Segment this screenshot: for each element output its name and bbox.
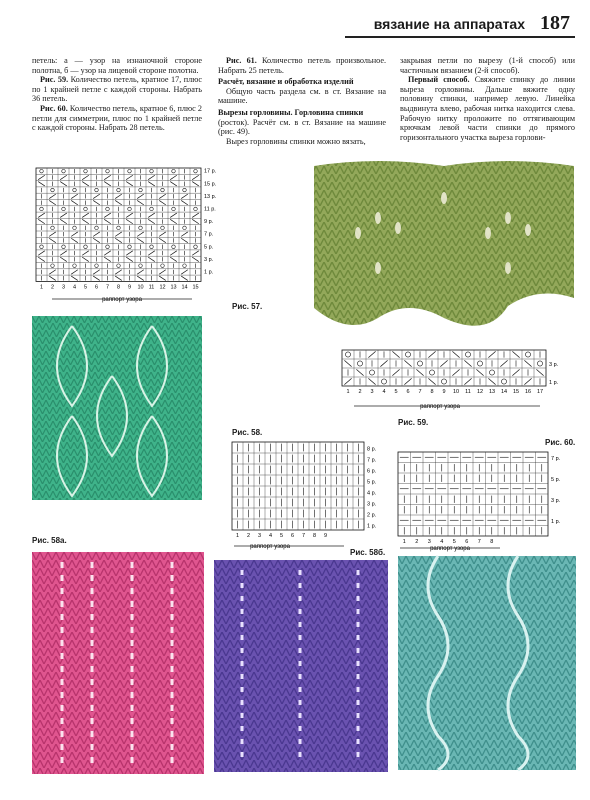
row-label: 11 р.	[204, 206, 216, 213]
repeat-label: раппорт узора	[102, 297, 142, 303]
section-heading: Расчёт, вязание и обработка изделий	[218, 77, 354, 87]
paragraph-text: Количество петель, кратное 17, плюс по 1 крайней петле с каждой стороны. Набрать 36 петель.	[32, 75, 203, 104]
column-number: 1	[235, 533, 240, 539]
chart-fig60	[396, 452, 576, 552]
row-label: 7 р.	[204, 231, 214, 238]
column-number: 13	[170, 284, 177, 291]
method-heading: Первый способ.	[408, 75, 470, 85]
column-number: 7	[418, 389, 422, 395]
row-labels	[367, 446, 377, 529]
paragraph-text: Количество петель произвольное. Набрать 25 петель.	[218, 56, 386, 75]
column-number: 9	[323, 533, 328, 539]
column-numbers	[40, 284, 199, 290]
paragraph: Вырез горловины спинки можно вязать,	[226, 136, 366, 146]
column-number: 6	[465, 539, 469, 545]
column-number: 17	[536, 389, 544, 395]
chart-fig58	[230, 442, 380, 552]
column-number: 14	[500, 389, 508, 395]
column-number: 6	[406, 389, 410, 395]
column-number: 6	[290, 533, 295, 539]
column-number: 2	[246, 533, 251, 539]
row-label: 5 р.	[367, 479, 377, 486]
chart-fig59	[340, 350, 580, 410]
column-number: 2	[415, 539, 419, 545]
photo-fig58b-purple-knit	[214, 560, 388, 772]
column-number: 10	[137, 284, 144, 291]
column-number: 5	[394, 389, 398, 395]
photo-fig57-green-knit	[308, 158, 580, 340]
column-number: 9	[442, 389, 446, 395]
column-number: 10	[452, 389, 460, 395]
column-numbers	[403, 539, 494, 545]
column-number: 5	[279, 533, 284, 539]
column-number: 5	[83, 284, 88, 291]
column-number: 8	[116, 284, 121, 291]
figure-ref: Рис. 60.	[40, 103, 68, 113]
section-heading: Вырезы горловины. Горловина спинки	[218, 107, 364, 117]
column-number: 8	[490, 539, 494, 545]
chart-grid	[36, 168, 201, 281]
column-number: 3	[370, 389, 374, 395]
row-label: 3 р.	[551, 497, 561, 504]
text-column-3	[400, 56, 575, 142]
row-label: 4 р.	[367, 490, 377, 497]
row-labels	[204, 169, 217, 276]
row-label: 13 р.	[204, 193, 217, 200]
row-label: 6 р.	[367, 468, 377, 475]
column-number: 15	[512, 389, 520, 395]
chart-grid	[232, 442, 364, 530]
caption-fig58a: Рис. 58а.	[32, 536, 67, 545]
column-number: 4	[72, 284, 77, 291]
column-numbers	[236, 533, 327, 539]
row-label: 3 р.	[367, 501, 377, 508]
column-number: 1	[402, 539, 406, 545]
column-number: 3	[427, 539, 431, 545]
column-number: 8	[312, 533, 317, 539]
column-number: 2	[50, 284, 55, 291]
figure-ref: Рис. 59.	[40, 75, 69, 85]
column-number: 9	[127, 284, 132, 291]
row-label: 7 р.	[551, 455, 561, 462]
row-label: 1 р.	[551, 518, 561, 525]
caption-fig59: Рис. 59.	[398, 418, 429, 427]
row-label: 7 р.	[367, 457, 377, 464]
paragraph: закрывая петли по вырезу (1-й способ) или частичным вязанием (2-й способ).	[400, 56, 575, 75]
column-number: 11	[465, 389, 471, 395]
row-label: 1 р.	[204, 269, 214, 276]
column-number: 14	[181, 284, 188, 291]
row-label: 1 р.	[367, 523, 377, 530]
running-header-title: вязание на аппаратах	[373, 16, 525, 32]
paragraph-text: Свяжите спинку до линии выреза горловины. Дальше вяжите одну половину спинки, например левую. Линейка выдвинута влево, рабочая нитка находится слева. Рабочую нитку проложите по оттягивающим крючкам левой части спинки до прямого горизонтального участка выреза горлови-	[400, 75, 576, 142]
row-label: 17 р.	[204, 168, 217, 175]
paragraph: Общую часть раздела см. в ст. Вязание на машине.	[218, 86, 386, 106]
row-label: 15 р.	[204, 181, 217, 188]
repeat-label: раппорт узора	[250, 544, 290, 550]
row-label: 3 р.	[204, 256, 214, 263]
chart-grid	[398, 452, 548, 536]
text-column-1	[32, 56, 202, 133]
header-rule	[345, 36, 575, 38]
text-column-2	[218, 56, 386, 146]
caption-fig58b: Рис. 58б.	[350, 548, 386, 557]
row-label: 2 р.	[367, 512, 377, 519]
caption-fig58: Рис. 58.	[232, 428, 263, 437]
column-number: 1	[39, 284, 44, 291]
row-label: 1 р.	[549, 379, 559, 386]
row-label: 5 р.	[204, 244, 214, 251]
column-number: 16	[524, 389, 532, 395]
photo-fig57-teal-leaf-knit	[32, 316, 202, 500]
chart-fig57	[32, 168, 302, 303]
column-number: 4	[268, 533, 273, 539]
repeat-label: раппорт узора	[420, 404, 460, 410]
column-number: 6	[94, 284, 99, 291]
page-number: 187	[540, 12, 570, 34]
row-label: 3 р.	[549, 361, 559, 368]
column-number: 5	[452, 539, 456, 545]
row-labels	[551, 456, 561, 525]
column-number: 1	[346, 389, 350, 395]
row-label: 8 р.	[367, 446, 377, 453]
column-number: 4	[440, 539, 444, 545]
column-number: 2	[358, 389, 362, 395]
repeat-label: раппорт узора	[430, 546, 470, 552]
column-number: 12	[476, 389, 484, 395]
column-number: 11	[148, 284, 155, 291]
column-number: 3	[61, 284, 66, 291]
column-number: 4	[382, 389, 386, 395]
column-number: 7	[105, 284, 110, 291]
column-number: 15	[192, 284, 199, 291]
column-number: 7	[477, 539, 481, 545]
column-number: 12	[159, 284, 166, 291]
column-number: 7	[301, 533, 306, 539]
column-number: 8	[430, 389, 434, 395]
row-label: 5 р.	[551, 476, 561, 483]
row-label: 9 р.	[204, 219, 214, 226]
column-number: 3	[257, 533, 262, 539]
paragraph: петель: а — узор на изнаночной стороне полотна, б — узор на лицевой стороне полотна.	[32, 56, 202, 75]
paragraph-text: Количество петель, кратное 6, плюс 2 петли для симметрии, плюс по 1 крайней петле с каждой стороны. Набрать 28 петель.	[32, 103, 203, 133]
column-numbers	[346, 389, 543, 395]
caption-fig57: Рис. 57.	[232, 302, 263, 311]
chart-grid	[342, 350, 546, 386]
photo-fig60-aqua-cable-knit	[398, 556, 576, 770]
row-labels	[549, 362, 559, 386]
column-number: 13	[488, 389, 496, 395]
paragraph: (росток). Расчёт см. в ст. Вязание на машине (рис. 49).	[218, 117, 386, 137]
caption-fig60: Рис. 60.	[545, 438, 576, 447]
figure-ref: Рис. 61.	[226, 56, 257, 65]
photo-fig58a-pink-knit	[32, 552, 204, 774]
